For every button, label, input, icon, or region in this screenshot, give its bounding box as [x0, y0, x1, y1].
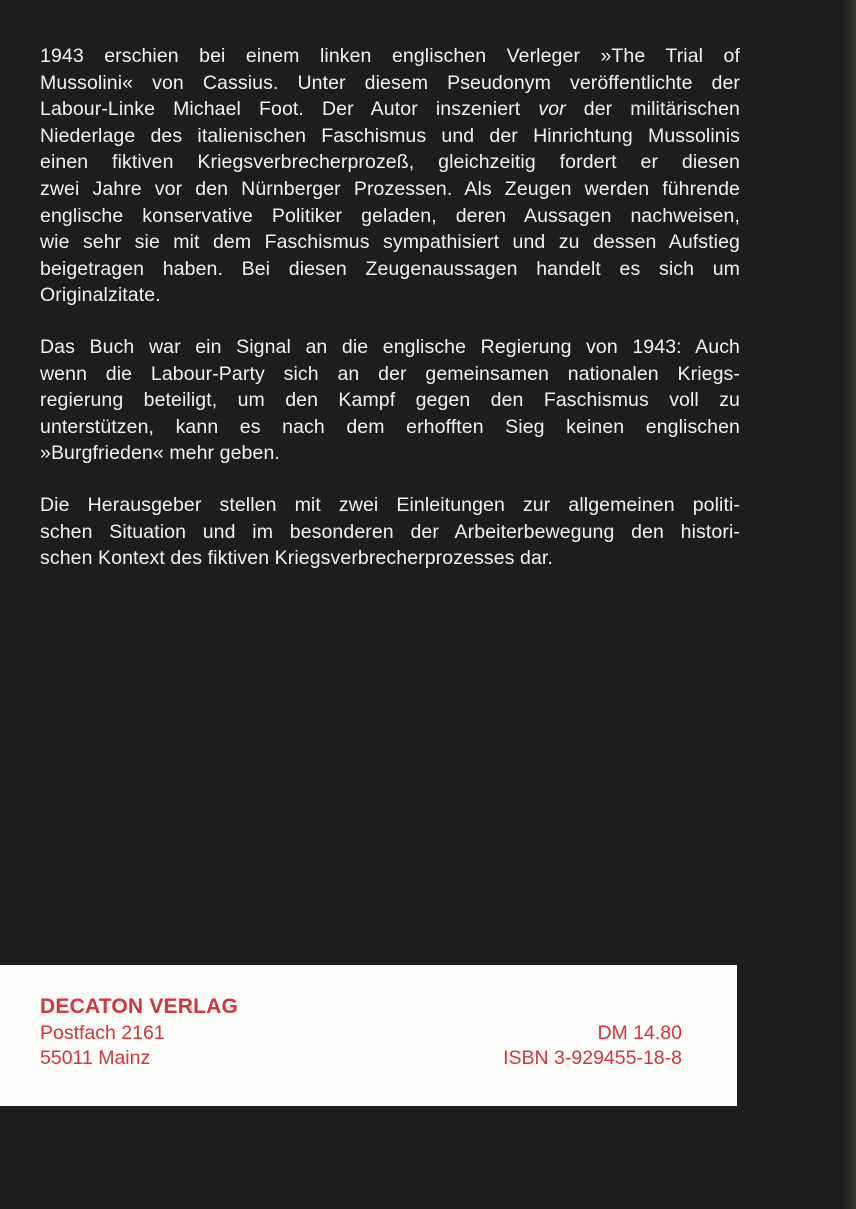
blurb-line: einen fiktiven Kriegsverbrecherprozeß, gleichzeitig fordert er diesen — [40, 151, 740, 174]
book-isbn: ISBN 3-929455-18-8 — [503, 1047, 682, 1069]
blurb-line: »Burgfrieden« mehr geben. — [40, 442, 280, 465]
blurb-line: englische konservative Politiker geladen, deren Aussagen nachweisen, — [40, 204, 740, 227]
blurb-line: Niederlage des italienischen Faschismus und der Hinrichtung Mussolinis — [40, 124, 740, 147]
blurb-line: unterstützen, kann es nach dem erhofften Sieg keinen englischen — [40, 415, 740, 438]
cover-edge — [842, 0, 856, 1209]
blurb-line: Das Buch war ein Signal an die englische Regierung von 1943: Auch — [40, 335, 740, 358]
book-price: DM 14.80 — [597, 1022, 682, 1044]
blurb-line: Mussolini« von Cassius. Unter diesem Pseudonym veröffentlichte der — [40, 71, 740, 94]
blurb-line: Die Herausgeber stellen mit zwei Einleitungen zur allgemeinen politi- — [40, 493, 740, 516]
blurb-line: Originalzitate. — [40, 284, 161, 307]
blurb-line — [40, 96, 740, 123]
blurb-text — [40, 43, 740, 597]
blurb-line-segment: Labour-Linke Michael Foot. Der Autor inszeniert — [40, 98, 521, 121]
blurb-paragraph-1 — [40, 43, 740, 309]
blurb-emphasis: vor — [538, 98, 566, 121]
blurb-line: wenn die Labour-Party sich an der gemeinsamen nationalen Kriegs- — [40, 362, 740, 385]
blurb-line-segment: der militärischen — [583, 98, 740, 121]
blurb-paragraph-2 — [40, 334, 740, 467]
blurb-line: 1943 erschien bei einem linken englischen Verleger »The Trial of — [40, 45, 740, 67]
blurb-paragraph-3 — [40, 492, 740, 572]
blurb-line: schen Kontext des fiktiven Kriegsverbrecherprozesses dar. — [40, 547, 553, 570]
blurb-line: zwei Jahre vor den Nürnberger Prozessen. Als Zeugen werden führende — [40, 177, 740, 200]
blurb-line: wie sehr sie mit dem Faschismus sympathisiert und zu dessen Aufstieg — [40, 231, 740, 254]
blurb-line: schen Situation und im besonderen der Arbeiterbewegung den histori- — [40, 520, 740, 543]
publisher-name: DECATON VERLAG — [40, 995, 239, 1018]
blurb-line: regierung beteiligt, um den Kampf gegen den Faschismus voll zu — [40, 389, 740, 412]
publisher-address-line-1: Postfach 2161 — [40, 1022, 165, 1044]
publisher-label — [0, 965, 737, 1106]
publisher-address-line-2: 55011 Mainz — [40, 1047, 151, 1069]
blurb-line: beigetragen haben. Bei diesen Zeugenaussagen handelt es sich um — [40, 257, 740, 280]
